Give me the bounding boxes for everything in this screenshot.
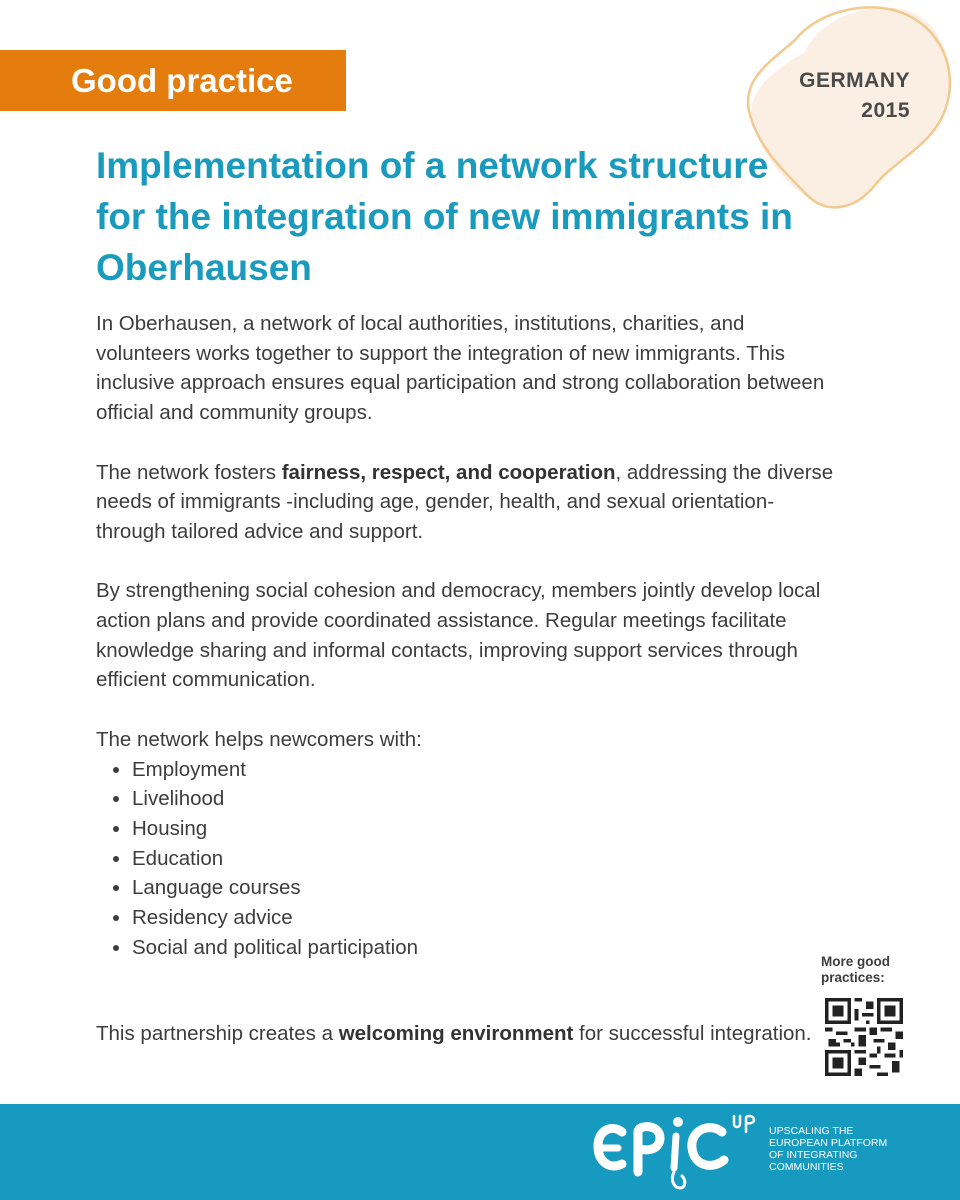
paragraph-values-start: The network fosters <box>96 460 282 484</box>
list-item: • Language courses <box>132 873 836 903</box>
paragraph-values-bold: fairness, respect, and cooperation <box>281 460 616 484</box>
list-item: • Social and political participation <box>132 933 836 963</box>
paragraph-intro: In Oberhausen, a network of local authorities, institutions, charities, and volunteers works together to support the integration of new immigrants. This inclusive approach ensures equal participation and strong collaboration between official and community groups. <box>96 312 825 425</box>
list-item: • Employment <box>132 755 836 785</box>
list-item: • Education <box>132 844 836 874</box>
paragraph-values <box>96 458 836 547</box>
tagline-line: OF INTEGRATING <box>769 1149 858 1161</box>
page-title: Implementation of a network structure for the integration of new immigrants in Oberhausen <box>96 145 793 288</box>
paragraph-cohesion: By strengthening social cohesion and democracy, members jointly develop local action plans and provide coordinated assistance. Regular meetings facilitate knowledge sharing and informal contacts, improving support services through efficient communication. <box>96 579 821 692</box>
list-item: • Housing <box>132 814 836 844</box>
tagline-line: COMMUNITIES <box>769 1161 844 1173</box>
footer-tagline <box>769 1125 959 1173</box>
epic-up-logo <box>590 1110 760 1196</box>
closing-bold: welcoming environment <box>338 1022 574 1045</box>
closing-start: This partnership creates a <box>96 1022 339 1045</box>
closing-end: for successful integration. <box>573 1022 812 1045</box>
paragraph-values-end: , addressing the diverse needs of immigrants -including age, gender, health, and sexual orientation- through tailored advice and support. <box>96 460 834 543</box>
list-item: • Residency advice <box>132 903 836 933</box>
list-item: • Livelihood <box>132 784 836 814</box>
tagline-line: EUROPEAN PLATFORM <box>769 1137 888 1149</box>
body-text <box>96 309 836 962</box>
list-intro: The network helps newcomers with: <box>96 727 422 751</box>
more-good-practices-label: More good practices: <box>821 954 890 985</box>
needs-list <box>96 755 836 963</box>
country-label: GERMANY <box>799 69 910 92</box>
location-year <box>760 66 910 126</box>
qr-code[interactable] <box>825 998 903 1076</box>
year-label: 2015 <box>861 99 910 122</box>
good-practice-badge: Good practice <box>0 50 346 111</box>
tagline-line: UPSCALING THE <box>769 1125 854 1137</box>
closing-paragraph <box>96 1019 816 1049</box>
